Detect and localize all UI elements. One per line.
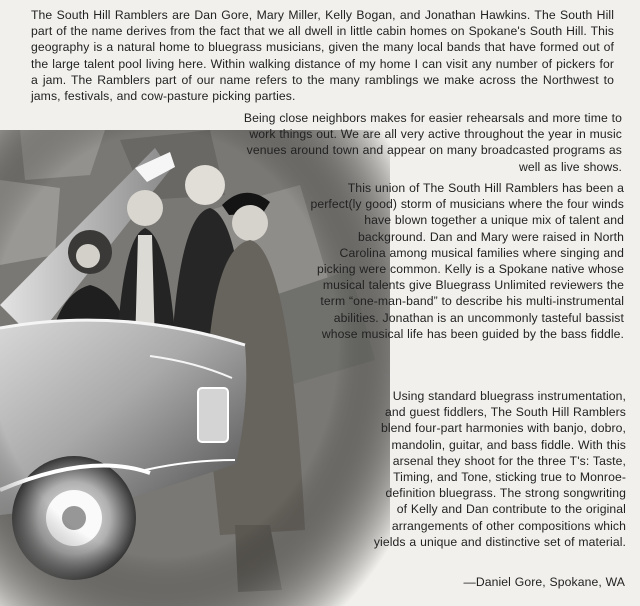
neighbors-paragraph: Being close neighbors makes for easier rehearsals and more time to work things out. We are all very active throughout the year in music venues around town and appear on many broadcasted programs as well as live shows. (243, 111, 622, 174)
arsenal-paragraph: Using standard bluegrass instrumentation, and guest fiddlers, The South Hill Ramblers blend four-part harmonies with banjo, dobro, mandolin, guitar, and bass fiddle. With this arsenal they shoot for the three T's: Taste, Timing, and Tone, sticking true to Monroe-definition bluegrass. The strong songwriting of Kelly and Dan contribute to the original arrangements of other compositions which yields a unique and distinctive set of material. (373, 389, 626, 549)
author-signature: —Daniel Gore, Spokane, WA (463, 575, 625, 589)
union-paragraph: This union of The South Hill Ramblers has been a perfect(ly good) storm of musicians where the four winds have blown together a unique mix of talent and background. Dan and Mary were raised in North Carolina among musical families where singing and picking were common. Kelly is a Spokane native whose musical talents give Bluegrass Unlimited reviewers the term “one-man-band” to describe his multi-instrumental abilities. Jonathan is an uncommonly tasteful bassist whose musical life has been guided by the bass fiddle. (310, 181, 624, 341)
intro-paragraph: The South Hill Ramblers are Dan Gore, Mary Miller, Kelly Bogan, and Jonathan Hawkins. The South Hill part of the name derives from the fact that we all dwell in little cabin homes on Spokane's South Hill. This geography is a natural home to bluegrass musicians, given the many local bands that have formed out of the large talent pool living here. Within walking distance of my home I can visit any number of pickers for a jam. The Ramblers part of our name refers to the many ramblings we make across the Northwest to jams, festivals, and cow-pasture picking parties. (31, 8, 614, 104)
